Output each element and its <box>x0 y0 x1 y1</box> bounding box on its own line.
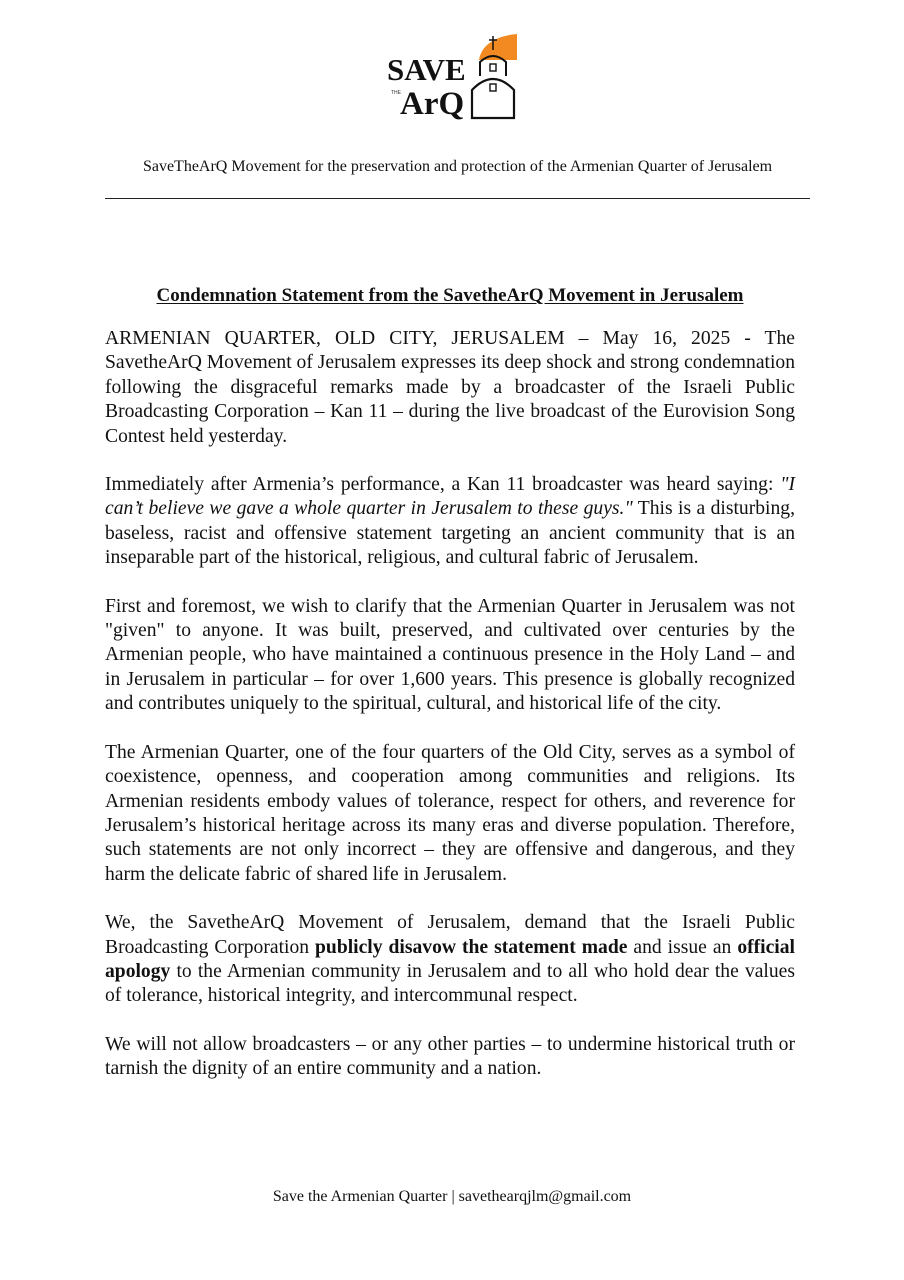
paragraph-5-c: and issue an <box>627 936 738 958</box>
demand-apology: official apology <box>105 936 795 982</box>
organization-line: SaveTheArQ Movement for the preservation and protection of the Armenian Quarter of Jerusalem <box>142 158 773 175</box>
logo <box>380 28 525 126</box>
paragraph-5-e: to the Armenian community in Jerusalem and to all who hold dear the values of tolerance, historical integrity, and intercommunal respect. <box>105 960 795 1007</box>
paragraph-3: First and foremost, we wish to clarify that the Armenian Quarter in Jerusalem was not "given" to anyone. It was built, preserved, and cultivated over centuries by the Armenian people, who have maintained a continuous presence in the Holy Land – and in Jerusalem in particular – for over 1,600 years. This presence is globally recognized and contributes uniquely to the spiritual, cultural, and historical life of the city. <box>105 595 795 715</box>
statement-body <box>105 327 795 1106</box>
paragraph-4: The Armenian Quarter, one of the four quarters of the Old City, serves as a symbol of coexistence, openness, and cooperation among communities and religions. Its Armenian residents embody values of tolerance, respect for others, and reverence for Jerusalem’s historical heritage across its many eras and diverse population. Therefore, such statements are not only incorrect – they are offensive and dangerous, and they harm the delicate fabric of shared life in Jerusalem. <box>105 741 795 885</box>
save-arq-logo-icon <box>380 28 525 126</box>
broadcaster-quote: "I can’t believe we gave a whole quarter in Jerusalem to these guys." <box>105 474 795 520</box>
paragraph-2-lead: Immediately after Armenia’s performance, a Kan 11 broadcaster was heard saying: <box>105 474 781 496</box>
footer-contact: Save the Armenian Quarter | savethearqjlm@gmail.com <box>272 1188 632 1205</box>
logo-line1: SAVE <box>387 52 466 87</box>
demand-disavow: publicly disavow the statement made <box>315 936 628 958</box>
statement-title: Condemnation Statement from the SavetheArQ Movement in Jerusalem <box>156 285 744 306</box>
logo-line2: ArQ <box>400 86 465 122</box>
logo-small-text: THE <box>391 90 401 96</box>
paragraph-5-a: We, the SavetheArQ Movement of Jerusalem, demand that the Israeli Public Broadcasting Corporation <box>105 912 795 958</box>
paragraph-6: We will not allow broadcasters – or any other parties – to undermine historical truth or tarnish the dignity of an entire community and a nation. <box>105 1033 795 1080</box>
paragraph-5 <box>105 911 795 1009</box>
header-divider <box>105 198 810 199</box>
paragraph-2-rest: This is a disturbing, baseless, racist and offensive statement targeting an ancient community that is an inseparable part of the historical, religious, and cultural fabric of Jerusalem. <box>105 498 795 569</box>
paragraph-2 <box>105 473 795 571</box>
paragraph-1: ARMENIAN QUARTER, OLD CITY, JERUSALEM – May 16, 2025 - The SavetheArQ Movement of Jerusalem expresses its deep shock and strong condemnation following the disgraceful remarks made by a broadcaster of the Israeli Public Broadcasting Corporation – Kan 11 – during the live broadcast of the Eurovision Song Contest held yesterday. <box>105 328 795 447</box>
